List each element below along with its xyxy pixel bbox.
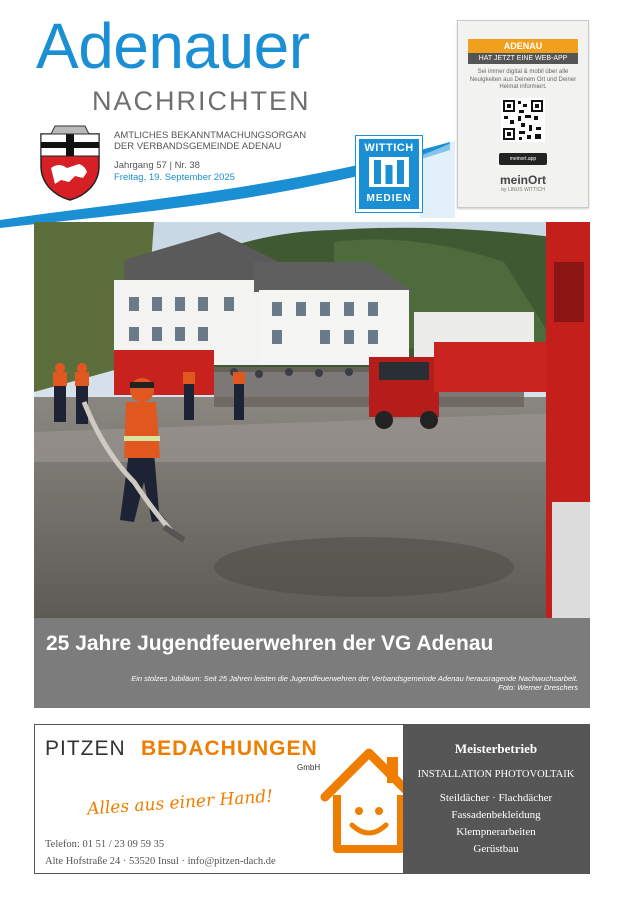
official-organ-label	[114, 130, 306, 152]
app-ad-banner: ADENAU	[468, 39, 578, 53]
ad-service-item: Gerüstbau	[473, 843, 519, 855]
photo-credit: Foto: Werner Dreschers	[498, 683, 578, 692]
cover-caption	[46, 674, 578, 692]
ad-photovoltaik: INSTALLATION PHOTOVOLTAIK	[417, 769, 575, 780]
app-ad-subbanner: HAT JETZT EINE WEB-APP	[468, 53, 578, 64]
organ-line-2: DER VERBANDSGEMEINDE ADENAU	[114, 141, 282, 152]
app-store-badge[interactable]: meinort.app	[499, 153, 547, 165]
ad-address[interactable]: Alte Hofstraße 24 · 53520 Insul · info@pitzen-dach.de	[45, 856, 276, 867]
caption-text: Ein stolzes Jubiläum: Seit 25 Jahren leisten die Jugendfeuerwehren der Verbandsgemeinde Adenau herausragende Nachwuchsarbeit.	[131, 674, 578, 683]
ad-service-item: Fassadenbekleidung	[451, 809, 541, 821]
ad-meisterbetrieb: Meisterbetrieb	[454, 741, 538, 756]
publisher-name: WITTICH	[364, 142, 414, 154]
newspaper-title: Adenauer	[36, 10, 310, 82]
cover-headline[interactable]: 25 Jahre Jugendfeuerwehren der VG Adenau	[46, 632, 494, 655]
qr-code-icon[interactable]	[501, 98, 545, 142]
ad-company-form: GmbH	[297, 763, 321, 772]
ad-slogan: Alles aus einer Hand!	[86, 786, 274, 820]
ad-service-item: Steildächer · Flachdächer	[439, 792, 553, 804]
app-ad-intro: Sei immer digital & mobil über alle Neuigkeiten aus Deinem Ort und Deiner Heimat informiert.	[469, 69, 577, 90]
newspaper-subtitle: NACHRICHTEN	[92, 86, 311, 116]
meinort-brand: meinOrt	[499, 172, 546, 187]
ad-services-list	[403, 790, 589, 858]
ad-company-trade: BEDACHUNGEN	[141, 737, 318, 760]
cover-caption-block	[34, 618, 590, 708]
issue-number: Jahrgang 57 | Nr. 38	[114, 160, 200, 171]
cover-photo-fire-brigade	[34, 222, 590, 618]
wittich-w-icon	[369, 157, 409, 187]
issue-date: Freitag, 19. September 2025	[114, 172, 235, 183]
ad-left-panel	[35, 725, 403, 873]
adenau-coat-of-arms-icon	[35, 122, 105, 202]
organ-line-1: AMTLICHES BEKANNTMACHUNGSORGAN	[114, 130, 307, 141]
web-app-ad[interactable]	[457, 20, 589, 208]
ad-company-name: PITZEN	[45, 737, 126, 760]
ad-phone[interactable]: Telefon: 01 51 / 23 09 59 35	[45, 839, 165, 850]
ad-service-item: Klempnerarbeiten	[456, 826, 536, 838]
publisher-suffix: MEDIEN	[366, 193, 412, 204]
pitzen-bedachungen-ad[interactable]	[34, 724, 590, 874]
meinort-brand-sub: by LINUS WITTICH	[501, 186, 545, 193]
ad-services-panel	[403, 725, 589, 873]
wittich-medien-logo	[356, 136, 422, 212]
